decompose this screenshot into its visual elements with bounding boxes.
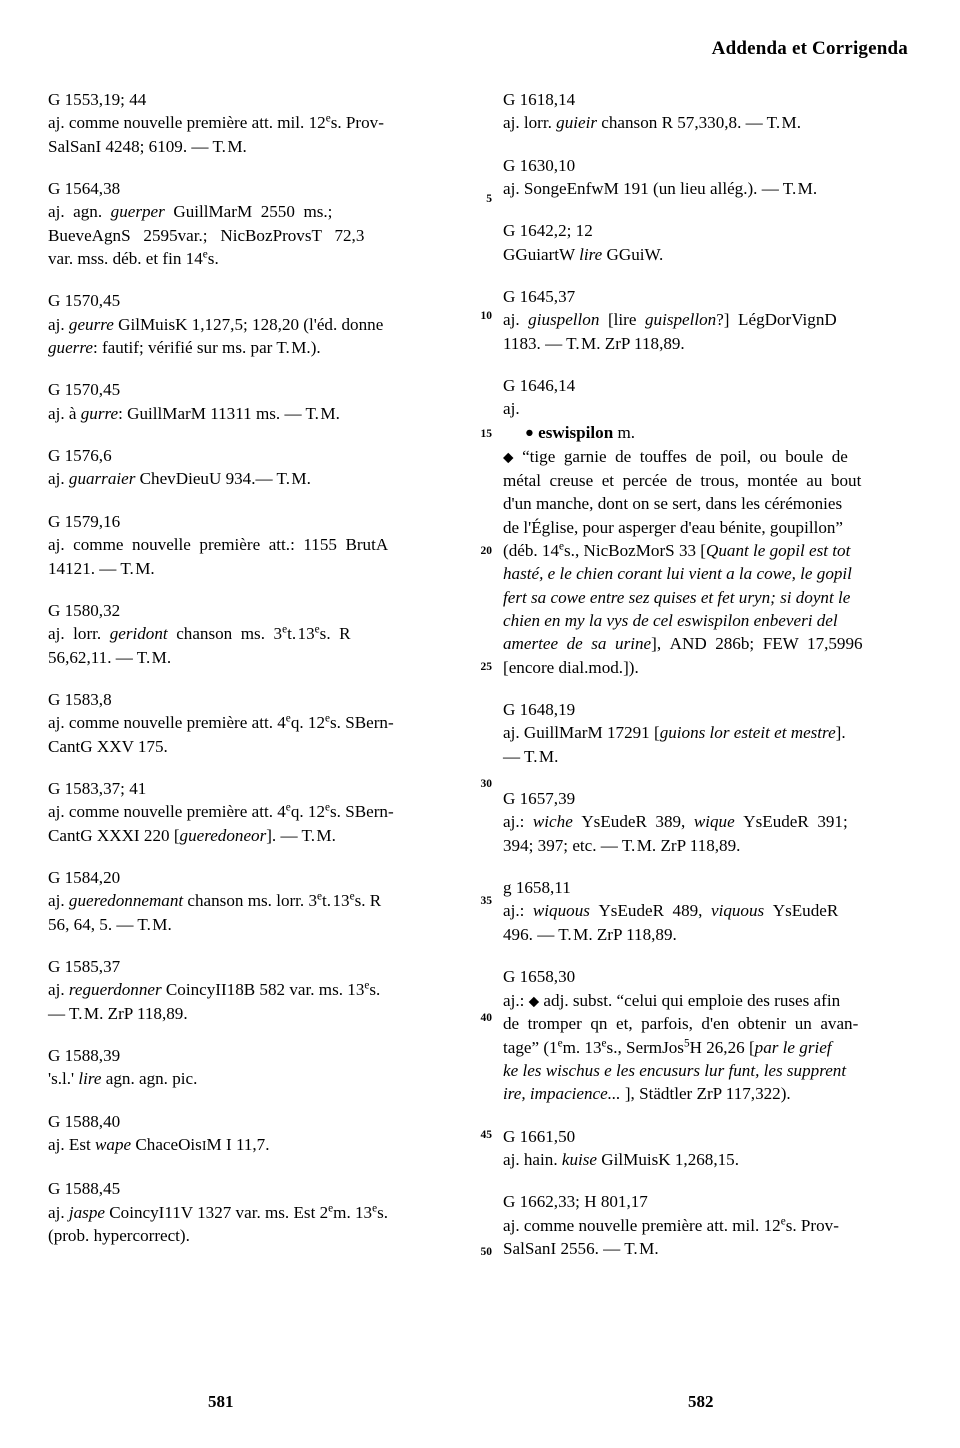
entry-line: aj. comme nouvelle première att.: 1155 BrutA xyxy=(48,535,389,555)
entry-lemma: G 1588,39 xyxy=(48,1046,121,1065)
entry-line: 14121. — T. M. xyxy=(48,558,155,578)
entry-line: aj. comme nouvelle première att. 4eq. 12es. SBern- xyxy=(48,712,394,733)
entry-line: aj. à gurre: GuillMarM 11311 ms. — T. M. xyxy=(48,403,340,423)
line-number: 15 xyxy=(480,428,492,440)
entry-line: 56,62,11. — T. M. xyxy=(48,647,172,667)
entry xyxy=(503,154,888,201)
entry-line: aj.: ◆ adj. subst. “celui qui emploie des ruses afin xyxy=(503,990,841,1010)
entry-lemma: g 1658,11 xyxy=(503,878,571,898)
entry-line: ire, impacience... ], Städtler ZrP 117,322). xyxy=(503,1084,791,1104)
entry xyxy=(503,374,888,679)
entry-line: SalSanI 2556. — T. M. xyxy=(503,1239,659,1259)
line-number: 20 xyxy=(480,545,492,557)
entry-line: 394; 397; etc. — T. M. ZrP 118,89. xyxy=(503,835,741,855)
folio-number-right: 582 xyxy=(688,1392,714,1411)
entry-line: de l'Église, pour asperger d'eau bénite, goupillon” xyxy=(503,517,844,537)
entry-line: métal creuse et percée de trous, montée au bout xyxy=(503,470,862,490)
filled-diamond-bullet-icon: ◆ xyxy=(503,449,514,465)
right-column xyxy=(503,88,888,1279)
entry-lemma: G 1646,14 xyxy=(503,376,576,396)
entry xyxy=(48,177,433,270)
entry xyxy=(48,1044,433,1091)
entry-line: fert sa cowe entre sez quises et fet uryn; si doynt le xyxy=(503,587,851,607)
line-number: 35 xyxy=(480,895,492,907)
entry-line: aj. reguerdonner CoincyII18B 582 var. ms. 13es. xyxy=(48,979,381,1000)
entry xyxy=(48,777,433,847)
entry-line: aj. comme nouvelle première att. 4eq. 12es. SBern- xyxy=(48,801,394,822)
entry-line: aj. SongeEnfwM 191 (un lieu allég.). — T. M. xyxy=(503,179,818,199)
entry-line: CantG XXV 175. xyxy=(48,736,168,756)
entry-line: aj. lorr. guieir chanson R 57,330,8. — T. M. xyxy=(503,113,802,133)
entry-lemma: G 1585,37 xyxy=(48,956,121,976)
entry-line: CantG XXXI 220 [gueredoneor]. — T. M. xyxy=(48,825,336,845)
entry xyxy=(48,378,433,425)
entry-lemma: G 1658,30 xyxy=(503,967,576,987)
entry xyxy=(503,219,888,266)
entry-lemma: G 1584,20 xyxy=(48,867,121,887)
entry xyxy=(48,289,433,359)
line-number: 40 xyxy=(480,1012,492,1024)
folio-number-left: 581 xyxy=(208,1392,234,1411)
filled-diamond-bullet-icon: ◆ xyxy=(528,993,540,1008)
entry-lemma: G 1570,45 xyxy=(48,291,121,311)
entry-lemma: G 1618,14 xyxy=(503,90,576,109)
sub-headword: eswispilon xyxy=(538,422,614,442)
line-number: 5 xyxy=(486,193,492,205)
entry-line: var. mss. déb. et fin 14es. xyxy=(48,248,219,269)
entry-line: GGuiartW lire GGuiW. xyxy=(503,244,664,264)
entry xyxy=(503,965,888,1106)
entry xyxy=(503,698,888,768)
entry-lemma: G 1642,2; 12 xyxy=(503,221,593,241)
entry-line: aj. lorr. geridont chanson ms. 3et. 13es. R xyxy=(48,623,351,644)
entry-line: amertee de sa urine], AND 286b; FEW 17,5996 xyxy=(503,634,863,654)
entry-lemma: G 1588,45 xyxy=(48,1179,121,1199)
entry xyxy=(48,444,433,491)
line-number: 45 xyxy=(480,1129,492,1141)
entry-lemma: G 1576,6 xyxy=(48,446,112,466)
entry-line: chien en my la vys de cel eswispilon enbeveri del xyxy=(503,611,838,631)
entry-line: 496. — T. M. ZrP 118,89. xyxy=(503,924,677,944)
entry xyxy=(48,1110,433,1159)
entry-line: tage” (1em. 13es., SermJos$^5$H 26,26 [par le grief xyxy=(503,1037,832,1057)
entry-lemma: G 1662,33; H 801,17 xyxy=(503,1192,648,1212)
entry-line: aj. xyxy=(503,399,520,419)
entry-line: ke les wischus e les encusurs lur funt, les supprent xyxy=(503,1061,847,1081)
entry-lemma: G 1657,39 xyxy=(503,789,576,809)
line-number: 25 xyxy=(480,661,492,673)
entry-line: aj.: wiquous YsEudeR 489, viquous YsEudeR xyxy=(503,901,839,921)
entry xyxy=(503,787,888,857)
entry-line: aj. geurre GilMuisK 1,127,5; 128,20 (l'éd. donne xyxy=(48,314,384,334)
sub-headword-line xyxy=(503,421,888,445)
filled-circle-bullet-icon: ● xyxy=(525,424,534,441)
entry-lemma: G 1645,37 xyxy=(503,287,576,307)
entry-line: — T. M. ZrP 118,89. xyxy=(48,1003,188,1023)
entry-line: 56, 64, 5. — T. M. xyxy=(48,914,172,934)
entry-line: d'un manche, dont on se sert, dans les cérémonies xyxy=(503,494,843,514)
entry-lemma: G 1579,16 xyxy=(48,511,121,531)
entry xyxy=(48,1177,433,1247)
entry-line: [encore dial.mod.]). xyxy=(503,657,639,677)
entry xyxy=(48,599,433,669)
entry-lemma: G 1588,40 xyxy=(48,1111,121,1131)
sub-headword-gender: m. xyxy=(617,422,636,442)
entry-line: aj. guarraier ChevDieuU 934.— T. M. xyxy=(48,469,311,489)
running-head: Addenda et Corrigenda xyxy=(711,38,908,59)
entry-line: (prob. hypercorrect). xyxy=(48,1226,190,1246)
entry-line: 's.l.' lire agn. agn. pic. xyxy=(48,1069,198,1089)
entry-lemma: G 1630,10 xyxy=(503,155,576,175)
line-number: 50 xyxy=(480,1246,492,1258)
entry xyxy=(503,1190,888,1260)
entry-line: BueveAgnS 2595var.; NicBozProvsT 72,3 xyxy=(48,225,365,245)
entry-lemma: G 1553,19; 44 xyxy=(48,90,147,109)
left-column xyxy=(48,88,433,1266)
entry xyxy=(48,510,433,580)
entry-line: aj. GuillMarM 17291 [guions lor esteit et mestre]. xyxy=(503,723,846,743)
entry xyxy=(503,876,888,946)
entry-lemma: G 1661,50 xyxy=(503,1126,576,1146)
entry-line: de tromper qn et, parfois, d'en obtenir un avan- xyxy=(503,1014,859,1034)
entry-line: aj.: wiche YsEudeR 389, wique YsEudeR 391; xyxy=(503,812,848,832)
entry-lemma: G 1583,37; 41 xyxy=(48,778,147,798)
entry-line: hasté, e le chien corant lui vient a la cowe, le gopil xyxy=(503,564,852,584)
entry-lemma: G 1648,19 xyxy=(503,700,576,720)
entry xyxy=(503,285,888,355)
entry xyxy=(48,955,433,1025)
entry-line: aj. jaspe CoincyI11V 1327 var. ms. Est 2em. 13es. xyxy=(48,1202,389,1222)
entry xyxy=(503,1125,888,1172)
entry-line: aj. comme nouvelle première att. mil. 12es. Prov- xyxy=(48,112,384,133)
line-number: 30 xyxy=(480,778,492,790)
entry-line: (déb. 14es., NicBozMorS 33 [Quant le gopil est tot xyxy=(503,540,851,560)
entry-line: 1183. — T. M. ZrP 118,89. xyxy=(503,333,685,353)
entry-lemma: G 1570,45 xyxy=(48,380,121,400)
entry xyxy=(48,688,433,758)
entry-line: aj. hain. kuise GilMuisK 1,268,15. xyxy=(503,1150,739,1170)
entry-lemma: G 1583,8 xyxy=(48,689,112,709)
entry xyxy=(503,88,888,135)
entry-line: SalSanI 4248; 6109. — T. M. xyxy=(48,136,247,156)
entry xyxy=(48,88,433,158)
entry-line: aj. Est wape ChaceOisIM I 11,7. xyxy=(48,1135,270,1155)
entry-lemma: G 1580,32 xyxy=(48,600,121,620)
entry-line: aj. agn. guerper GuillMarM 2550 ms.; xyxy=(48,202,333,222)
entry-line: ◆ “tige garnie de touffes de poil, ou boule de xyxy=(503,447,848,467)
entry-lemma: G 1564,38 xyxy=(48,179,121,199)
entry-line: — T. M. xyxy=(503,746,559,766)
entry-line: aj. gueredonnemant chanson ms. lorr. 3et. 13es. R xyxy=(48,890,382,911)
entry-line: aj. comme nouvelle première att. mil. 12es. Prov- xyxy=(503,1215,839,1235)
entry-line: guerre: fautif; vérifié sur ms. par T. M.). xyxy=(48,338,321,358)
entry-line: aj. giuspellon [lire guispellon?] LégDorVignD xyxy=(503,310,837,330)
line-number: 10 xyxy=(480,310,492,322)
entry xyxy=(48,866,433,936)
